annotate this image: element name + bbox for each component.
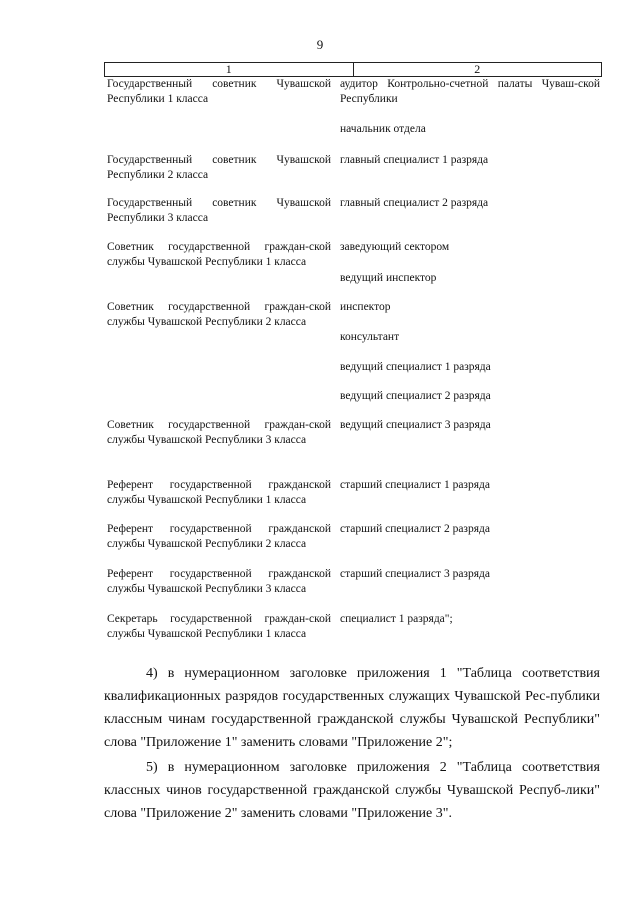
rank-cell: Референт государственной гражданской службы Чувашской Республики 2 класса: [107, 523, 331, 550]
position-cell: ведущий специалист 3 разряда: [340, 419, 491, 431]
table-header: [104, 62, 602, 77]
position-cell: главный специалист 2 разряда: [340, 197, 489, 209]
paragraph-item-4: 4) в нумерационном заголовке приложения 1 "Таблица соответствия квалификационных разрядов государственных служащих Чувашской Рес-публики классным чинам государственной гражданской службы Чувашской Республики" слова "Приложение 1" заменить словами "Приложение 2";: [104, 666, 600, 750]
column-header-2: 2: [353, 63, 602, 76]
position-cell: начальник отдела: [340, 123, 426, 135]
position-cell: старший специалист 3 разряда: [340, 568, 490, 580]
position-cell: инспектор: [340, 301, 391, 313]
rank-cell: Референт государственной гражданской службы Чувашской Республики 1 класса: [107, 479, 331, 506]
rank-cell: Государственный советник Чувашской Республики 3 класса: [107, 197, 331, 224]
position-cell: специалист 1 разряда";: [340, 613, 453, 625]
position-cell: консультант: [340, 331, 400, 343]
position-cell: аудитор Контрольно-счетной палаты Чуваш-ской Республики: [340, 78, 600, 105]
rank-cell: Государственный советник Чувашской Республики 1 класса: [107, 78, 331, 105]
rank-cell: Референт государственной гражданской службы Чувашской Республики 3 класса: [107, 568, 331, 595]
position-cell: старший специалист 2 разряда: [340, 523, 490, 535]
position-cell: главный специалист 1 разряда: [340, 154, 489, 166]
rank-cell: Секретарь государственной граждан-ской службы Чувашской Республики 1 класса: [107, 613, 331, 640]
position-cell: ведущий специалист 1 разряда: [340, 361, 491, 373]
position-cell: старший специалист 1 разряда: [340, 479, 490, 491]
page-number: 9: [316, 37, 324, 52]
position-cell: ведущий специалист 2 разряда: [340, 390, 491, 402]
rank-cell: Советник государственной граждан-ской службы Чувашской Республики 1 класса: [107, 241, 331, 268]
rank-cell: Советник государственной граждан-ской службы Чувашской Республики 3 класса: [107, 419, 331, 446]
paragraph-item-5: 5) в нумерационном заголовке приложения 2 "Таблица соответствия классных чинов государственной гражданской службы Чувашской Респуб-лики" слова "Приложение 2" заменить словами "Приложение 3".: [104, 760, 600, 821]
position-cell: ведущий инспектор: [340, 272, 437, 284]
position-cell: заведующий сектором: [340, 241, 450, 253]
rank-cell: Советник государственной граждан-ской службы Чувашской Республики 2 класса: [107, 301, 331, 328]
rank-cell: Государственный советник Чувашской Республики 2 класса: [107, 154, 331, 181]
column-header-1: 1: [225, 62, 232, 76]
